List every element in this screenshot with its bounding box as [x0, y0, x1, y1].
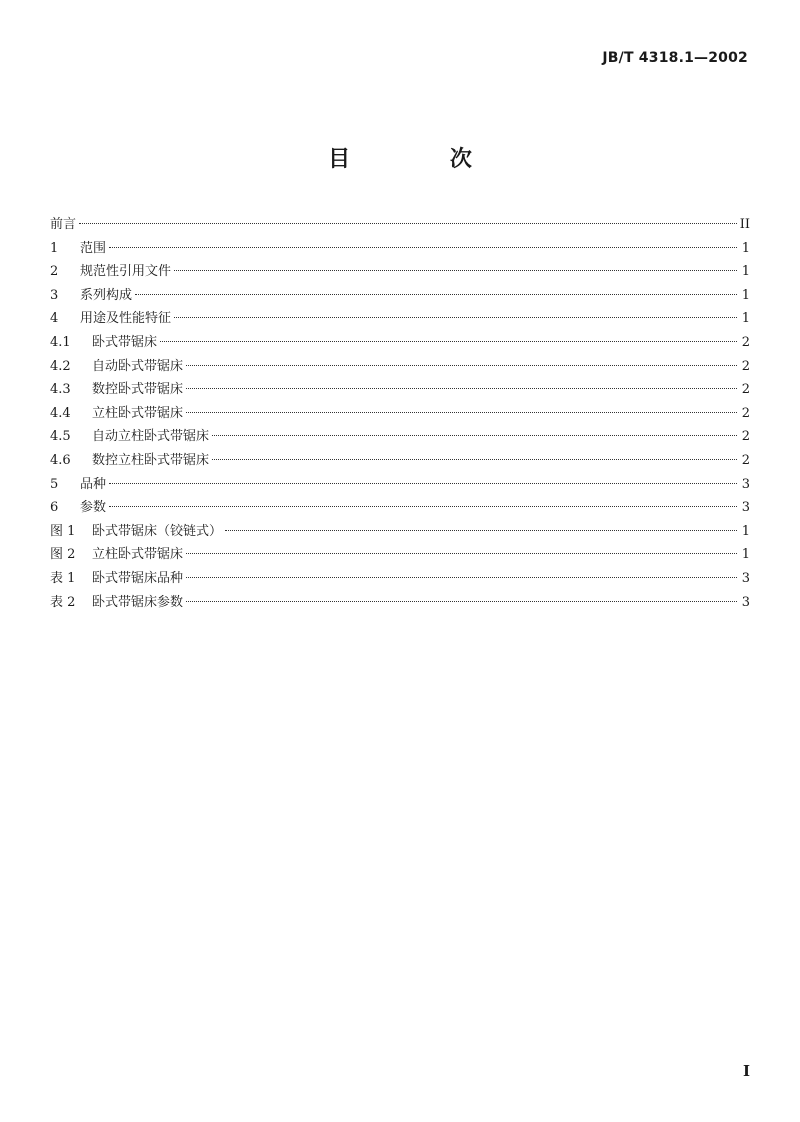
toc-entry-page: 1 [741, 264, 750, 280]
toc-entry-figure-1[interactable] [50, 520, 750, 544]
toc-dot-leader [109, 483, 737, 484]
toc-dot-leader [186, 601, 737, 602]
toc-entry-page: 2 [741, 382, 750, 398]
toc-dot-leader [186, 412, 737, 413]
toc-entry-page: 2 [741, 334, 750, 350]
toc-dot-leader [109, 247, 737, 248]
toc-entry-title: 卧式带锯床参数 [92, 594, 184, 610]
page-number: I [742, 1062, 750, 1080]
toc-entry-scope[interactable] [50, 237, 750, 261]
toc-dot-leader [225, 530, 737, 531]
toc-entry-foreword[interactable] [50, 213, 750, 237]
toc-dot-leader [212, 459, 737, 460]
toc-entry-table-2[interactable] [50, 591, 750, 615]
toc-entry-varieties[interactable] [50, 473, 750, 497]
toc-entry-page: 2 [741, 452, 750, 468]
toc-entry-page: 2 [741, 358, 750, 374]
toc-dot-leader [186, 388, 737, 389]
toc-entry-title: 范围 [80, 240, 107, 256]
toc-entry-page: 3 [741, 476, 750, 492]
toc-entry-4-6[interactable] [50, 449, 750, 473]
toc-dot-leader [174, 317, 737, 318]
toc-entry-usage-performance[interactable] [50, 307, 750, 331]
toc-entry-number: 3 [50, 287, 59, 303]
standard-number: JB/T 4318.1—2002 [602, 50, 748, 66]
toc-entry-title: 卧式带锯床品种 [92, 570, 184, 586]
toc-entry-title: 用途及性能特征 [80, 311, 172, 327]
toc-entry-number: 4.1 [50, 334, 71, 350]
toc-entry-table-1[interactable] [50, 567, 750, 591]
toc-entry-number: 4.3 [50, 382, 71, 398]
toc-entry-title: 卧式带锯床 [92, 334, 158, 350]
toc-dot-leader [135, 294, 737, 295]
toc-entry-title: 前言 [50, 217, 77, 232]
toc-dot-leader [79, 223, 737, 224]
toc-entry-number: 4.6 [50, 452, 71, 468]
table-of-contents [50, 213, 750, 614]
toc-entry-page: 3 [741, 594, 750, 610]
toc-dot-leader [109, 506, 737, 507]
toc-entry-page: 2 [741, 429, 750, 445]
toc-entry-title: 立柱卧式带锯床 [92, 547, 184, 563]
toc-entry-number: 4.4 [50, 405, 71, 421]
toc-entry-4-5[interactable] [50, 425, 750, 449]
toc-entry-series-composition[interactable] [50, 284, 750, 308]
toc-title: 目 次 [328, 147, 518, 172]
toc-entry-number: 4 [50, 311, 59, 327]
toc-entry-title: 数控卧式带锯床 [92, 382, 184, 398]
toc-dot-leader [186, 553, 737, 554]
toc-dot-leader [174, 270, 737, 271]
toc-entry-title: 参数 [80, 500, 107, 516]
toc-entry-normative-references[interactable] [50, 260, 750, 284]
toc-dot-leader [186, 365, 737, 366]
toc-entry-figure-2[interactable] [50, 543, 750, 567]
toc-entry-page: 2 [741, 405, 750, 421]
toc-entry-number: 4.5 [50, 429, 71, 445]
toc-entry-title: 系列构成 [80, 287, 133, 303]
toc-entry-page: 3 [741, 570, 750, 586]
toc-entry-number: 图 2 [50, 547, 76, 563]
toc-entry-title: 品种 [80, 476, 107, 492]
toc-entry-title: 数控立柱卧式带锯床 [92, 452, 210, 468]
toc-entry-title: 自动卧式带锯床 [92, 358, 184, 374]
toc-entry-number: 1 [50, 240, 59, 256]
toc-dot-leader [186, 577, 737, 578]
toc-entry-page: 1 [741, 311, 750, 327]
toc-entry-page: 3 [741, 500, 750, 516]
toc-entry-number: 5 [50, 476, 59, 492]
toc-entry-4-1[interactable] [50, 331, 750, 355]
toc-entry-title: 卧式带锯床（铰链式） [92, 523, 223, 539]
toc-entry-parameters[interactable] [50, 496, 750, 520]
toc-entry-number: 6 [50, 500, 59, 516]
toc-entry-number: 表 2 [50, 594, 76, 610]
toc-entry-page: 1 [741, 523, 750, 539]
toc-entry-number: 4.2 [50, 358, 71, 374]
toc-entry-4-4[interactable] [50, 402, 750, 426]
toc-entry-4-2[interactable] [50, 355, 750, 379]
toc-entry-page: 1 [741, 240, 750, 256]
toc-entry-page: 1 [741, 287, 750, 303]
toc-entry-number: 图 1 [50, 523, 76, 539]
toc-dot-leader [212, 435, 737, 436]
toc-entry-title: 立柱卧式带锯床 [92, 405, 184, 421]
toc-entry-number: 表 1 [50, 570, 76, 586]
toc-entry-title: 自动立柱卧式带锯床 [92, 429, 210, 445]
toc-entry-page: II [739, 217, 750, 232]
toc-entry-number: 2 [50, 264, 59, 280]
toc-entry-page: 1 [741, 547, 750, 563]
toc-dot-leader [160, 341, 737, 342]
toc-entry-4-3[interactable] [50, 378, 750, 402]
toc-entry-title: 规范性引用文件 [80, 264, 172, 280]
